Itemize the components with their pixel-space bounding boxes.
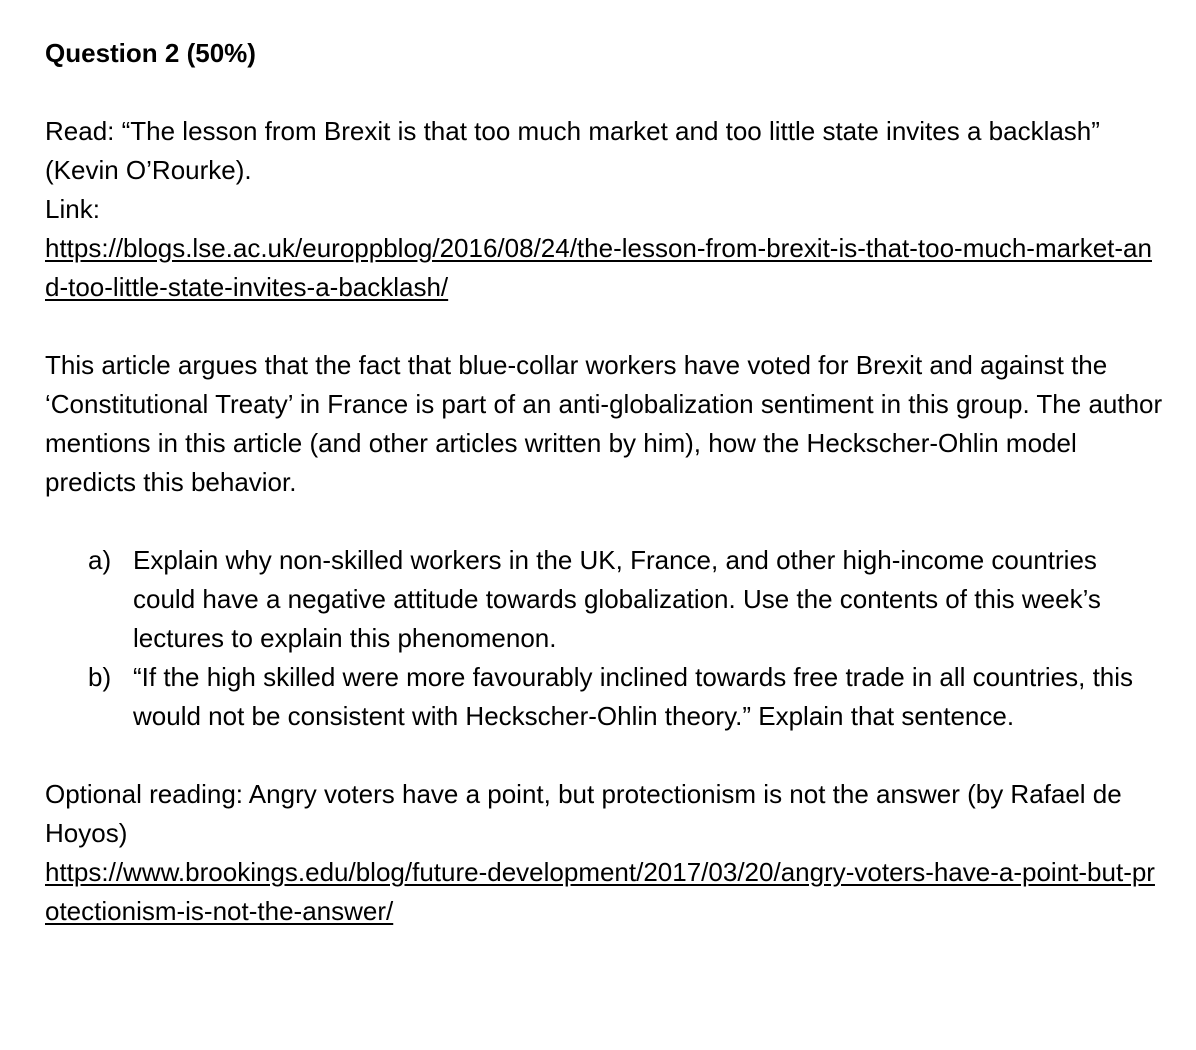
link-label: Link: — [45, 194, 100, 224]
spacer — [45, 736, 1165, 775]
article-summary: This article argues that the fact that blue-collar workers have voted for Brexit and against the ‘Constitutional Treaty’ in France is part of an anti-globalization sentiment in this group. The author mentions in this article (and other articles written by him), how the Heckscher-Ohlin model predicts this behavior. — [45, 350, 1163, 497]
task-marker: b) — [88, 662, 112, 692]
list-item — [45, 658, 1165, 736]
optional-reading: Optional reading: Angry voters have a point, but protectionism is not the answer (by Rafael de Hoyos) — [45, 779, 1122, 848]
lse-article-link[interactable]: https://blogs.lse.ac.uk/europpblog/2016/08/24/the-lesson-from-brexit-is-that-too-much-market-and-too-little-state-invites-a-backlash/ — [45, 233, 1152, 302]
task-marker: a) — [88, 545, 112, 575]
task-text: “If the high skilled were more favourably inclined towards free trade in all countries, this would not be consistent with Heckscher-Ohlin theory.” Explain that sentence. — [133, 662, 1134, 731]
task-text: Explain why non-skilled workers in the UK, France, and other high-income countries could have a negative attitude towards globalization. Use the contents of this week’s lectures to explain this phenomenon. — [133, 545, 1101, 653]
brookings-article-link[interactable]: https://www.brookings.edu/blog/future-development/2017/03/20/angry-voters-have-a-point-but-protectionism-is-not-the-answer/ — [45, 857, 1155, 926]
spacer — [45, 502, 1165, 541]
document-page — [45, 34, 1165, 931]
list-item — [45, 541, 1165, 658]
task-list — [45, 541, 1165, 736]
spacer — [45, 307, 1165, 346]
reading-intro: Read: “The lesson from Brexit is that too much market and too little state invites a backlash” (Kevin O’Rourke). — [45, 116, 1100, 185]
question-title: Question 2 (50%) — [45, 38, 256, 68]
spacer — [45, 73, 1165, 112]
